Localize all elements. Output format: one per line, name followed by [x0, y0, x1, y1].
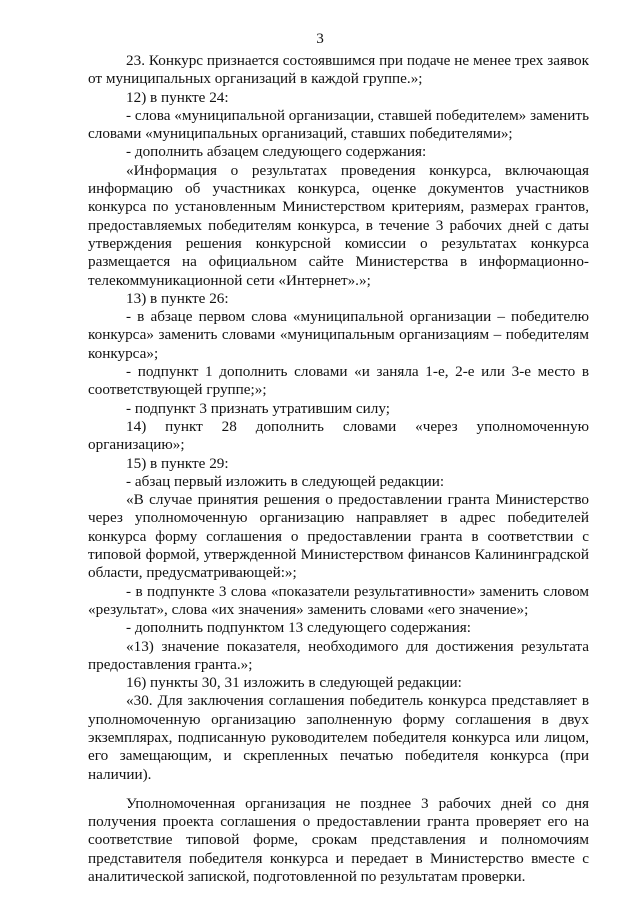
paragraph	[88, 290, 589, 308]
paragraph-line: утверждения решения конкурсной комиссии о результатах конкурса	[88, 234, 589, 252]
paragraph-line: 12) в пункте 24:	[126, 88, 229, 106]
paragraph-line: области, предусматривающей:»;	[88, 564, 297, 582]
page-number: 3	[316, 30, 324, 47]
paragraph-line: 13) в пункте 26:	[126, 289, 229, 307]
paragraph-line: - дополнить подпунктом 13 следующего содержания:	[126, 619, 471, 637]
paragraph	[88, 418, 589, 455]
paragraph-line: его замещающим, и скрепленных печатью победителя конкурса	[88, 747, 549, 765]
paragraph	[88, 583, 589, 620]
paragraph	[88, 638, 589, 675]
paragraph-line: «результат», слова «их значения» заменить словами «его значение»;	[88, 600, 529, 618]
paragraph-line: 23. Конкурс признается состоявшимся при подаче не менее трех заявок	[126, 52, 589, 69]
paragraph-line: представителя победителя конкурса и передает в Министерство вместе	[88, 849, 575, 867]
paragraph	[88, 308, 589, 363]
paragraph-line: - подпункт 1 дополнить словами «и заняла 1-е, 2-е или 3-е место	[126, 363, 576, 381]
paragraph-line: информацию об участниках конкурса, оценке документов участников	[88, 180, 589, 198]
paragraph	[88, 107, 589, 144]
paragraph	[88, 692, 589, 783]
paragraph-line: в информационно-телекоммуникационной сети «Интернет».»;	[88, 253, 589, 289]
paragraph-line: предоставляемых победителям конкурса, в течение 3 рабочих дней с даты	[88, 216, 589, 234]
paragraph-line: через уполномоченную организацию направляет в адрес победителей	[88, 509, 589, 527]
paragraph-line: «Информация о результатах проведения конкурса, включающая	[126, 161, 589, 179]
paragraph	[88, 674, 589, 692]
paragraph	[88, 473, 589, 491]
paragraph-line: 14) пункт 28 дополнить словами «через уполномоченную организацию»;	[88, 417, 589, 454]
paragraph	[88, 400, 589, 418]
paragraph-line: (при наличии).	[88, 747, 589, 783]
paragraph-line: с аналитической запиской, подготовленной по результатам проверки.	[88, 849, 590, 886]
paragraph	[88, 795, 589, 886]
paragraph	[88, 89, 589, 107]
paragraph-line: экземплярах, подписанную руководителем победителя конкурса или лицом,	[88, 728, 589, 746]
paragraph-line: - дополнить абзацем следующего содержания:	[126, 143, 427, 161]
paragraph	[88, 491, 589, 582]
paragraph-line: «В случае принятия решения о предоставлении гранта Министерство	[126, 491, 589, 509]
paragraph-line: от муниципальных организаций в каждой группе.»;	[88, 70, 423, 88]
paragraph-line: Уполномоченная организация не позднее 3 рабочих дней со дня	[126, 794, 589, 812]
paragraph-line: - в подпункте 3 слова «показатели результативности» заменить словом	[126, 582, 589, 600]
paragraph-line: конкурса»;	[88, 344, 159, 362]
paragraph	[88, 52, 589, 89]
paragraph	[88, 363, 589, 400]
paragraph-line: словами «муниципальных организаций, ставших победителями»;	[88, 125, 513, 143]
paragraph	[88, 162, 589, 290]
paragraph-line: конкурса форму соглашения о предоставлении гранта в соответствии	[88, 527, 574, 545]
paragraph-line: конкурса» заменить словами «муниципальным организациям – победителям	[88, 326, 589, 344]
paragraph-line: 16) пункты 30, 31 изложить в следующей редакции:	[126, 674, 462, 692]
paragraph-line: в соответствующей группе;»;	[88, 363, 589, 399]
paragraph-line: в уполномоченную организацию заполненную форму соглашения в двух	[88, 692, 589, 728]
paragraph-line: - слова «муниципальной организации, ставшей победителем» заменить	[126, 106, 589, 124]
paragraph	[88, 143, 589, 161]
paragraph-line: конкурса по установленным Министерством критериям, размерах грантов,	[88, 198, 589, 216]
paragraph	[88, 619, 589, 637]
paragraph	[88, 455, 589, 473]
paragraph-line: предоставления гранта.»;	[88, 655, 253, 673]
paragraph-line: - в абзаце первом слова «муниципальной организации – победителю	[126, 308, 589, 326]
paragraph-line: «30. Для заключения соглашения победитель конкурса представляет	[126, 692, 577, 710]
paragraph-line: его на соответствие типовой форме, срокам представления и полномочиям	[88, 813, 589, 849]
paragraph-line: «13) значение показателя, необходимого для достижения результата	[126, 637, 589, 655]
paragraph-line: - абзац первый изложить в следующей редакции:	[126, 472, 445, 490]
paragraph-line: размещается на официальном сайте Министерства	[88, 253, 449, 271]
paragraph-line: - подпункт 3 признать утратившим силу;	[126, 399, 390, 417]
paragraph-line: получения проекта соглашения о предоставлении гранта проверяет	[88, 813, 541, 831]
document-body	[88, 52, 589, 886]
paragraph-line: с типовой формой, утвержденной Министерством финансов Калининградской	[88, 527, 589, 564]
paragraph-line: 15) в пункте 29:	[126, 454, 229, 472]
